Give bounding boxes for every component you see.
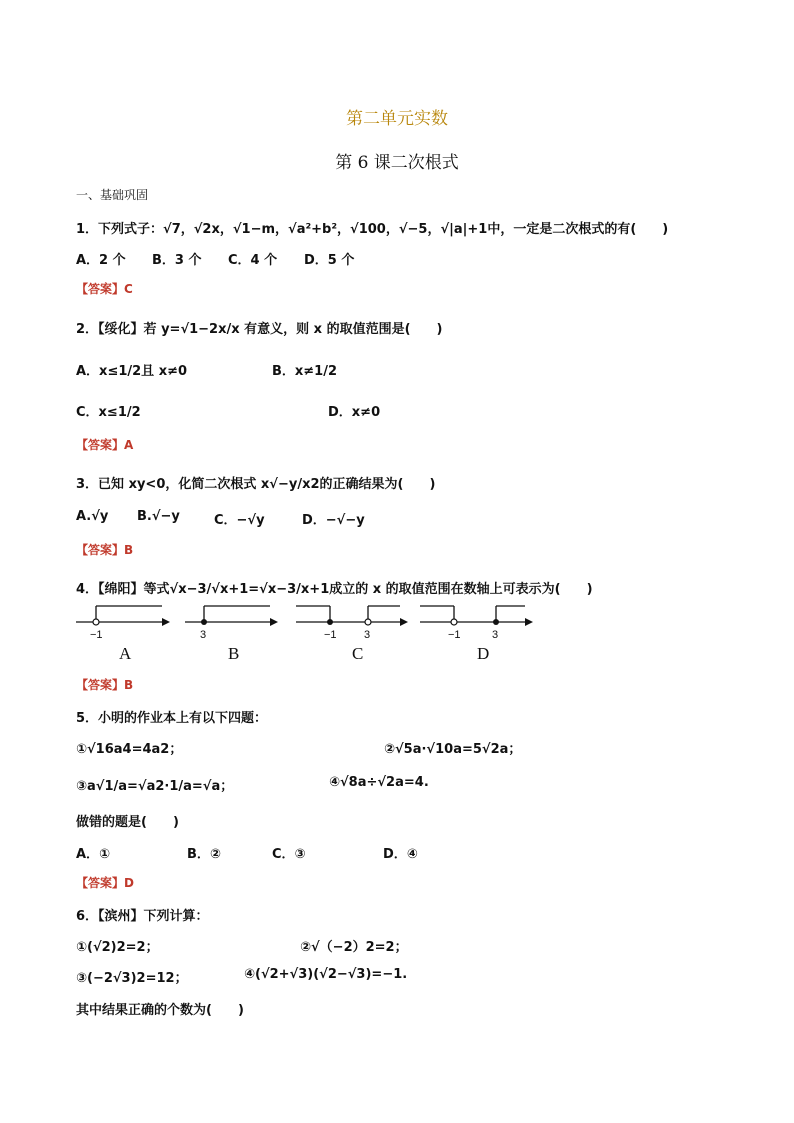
section-heading: 一、基础巩固 bbox=[76, 188, 149, 202]
number-line-c bbox=[296, 606, 408, 641]
q3-option-d: D．−√−y bbox=[302, 513, 365, 528]
question-6-stem: 6．【滨州】下列计算： bbox=[76, 909, 209, 924]
open-point-icon bbox=[93, 619, 99, 625]
q5-option-d: D．④ bbox=[383, 847, 418, 862]
q1-option-a: A．2 个 bbox=[76, 253, 126, 268]
tick-label: −1 bbox=[448, 629, 461, 641]
closed-point-icon bbox=[201, 619, 207, 625]
question-1-stem: 1．下列式子：√7，√2x，√1−m，√a²+b²，√100，√−5，√|a|+1中，一定是二次根式的有( ) bbox=[76, 222, 669, 237]
q5-option-c: C．③ bbox=[272, 847, 306, 862]
q2-option-b: B．x≠1/2 bbox=[272, 364, 338, 379]
q5-answer: 【答案】D bbox=[76, 876, 134, 890]
page-title: 第二单元实数 bbox=[346, 109, 448, 129]
q3-answer: 【答案】B bbox=[76, 543, 134, 557]
q6-followup: 其中结果正确的个数为( ) bbox=[76, 1003, 244, 1018]
tick-label: 3 bbox=[364, 629, 371, 641]
figure-label-d: D bbox=[477, 644, 490, 663]
q5-followup: 做错的题是( ) bbox=[76, 815, 179, 830]
q3-option-c: C．−√y bbox=[214, 513, 265, 528]
q1-answer: 【答案】C bbox=[76, 282, 133, 296]
tick-label: −1 bbox=[324, 629, 337, 641]
q1-option-b: B．3 个 bbox=[152, 253, 202, 268]
page-subtitle: 第 6 课二次根式 bbox=[335, 153, 459, 173]
q5-option-a: A．① bbox=[76, 847, 111, 862]
q6-item-4: ④(√2+√3)(√2−√3)=−1. bbox=[244, 967, 408, 982]
q2-option-a: A．x≤1/2且 x≠0 bbox=[76, 364, 188, 379]
figure-label-c: C bbox=[352, 644, 364, 663]
tick-label: −1 bbox=[90, 629, 103, 641]
q6-item-1: ①(√2)2=2； bbox=[76, 940, 159, 955]
q5-item-1: ①√16a4=4a2； bbox=[76, 742, 183, 757]
closed-point-icon bbox=[493, 619, 499, 625]
q3-option-a: A.√y bbox=[76, 509, 109, 524]
q5-item-2: ②√5a·√10a=5√2a； bbox=[384, 742, 522, 757]
tick-label: 3 bbox=[200, 629, 207, 641]
q2-option-c: C．x≤1/2 bbox=[76, 405, 141, 420]
number-line-d bbox=[420, 606, 533, 641]
figure-label-a: A bbox=[119, 644, 132, 663]
q6-item-3: ③(−2√3)2=12； bbox=[76, 971, 188, 986]
question-4-stem: 4．【绵阳】等式√x−3/√x+1=√x−3/x+1成立的 x 的取值范围在数轴上可表示为( ) bbox=[76, 582, 593, 597]
question-3-stem: 3．已知 xy<0，化简二次根式 x√−y/x2的正确结果为( ) bbox=[76, 477, 436, 492]
q1-option-d: D．5 个 bbox=[304, 253, 355, 268]
question-2-stem: 2．【绥化】若 y=√1−2x/x 有意义，则 x 的取值范围是( ) bbox=[76, 322, 443, 337]
open-point-icon bbox=[365, 619, 371, 625]
q4-answer: 【答案】B bbox=[76, 678, 134, 692]
q2-answer: 【答案】A bbox=[76, 438, 134, 452]
number-line-a bbox=[76, 606, 170, 641]
closed-point-icon bbox=[327, 619, 333, 625]
q6-item-2: ②√（−2）2=2； bbox=[300, 940, 408, 955]
q5-option-b: B．② bbox=[187, 847, 221, 862]
q5-item-3: ③a√1/a=√a2·1/a=√a； bbox=[76, 779, 234, 794]
tick-label: 3 bbox=[492, 629, 499, 641]
number-lines-figure bbox=[70, 598, 540, 646]
open-point-icon bbox=[451, 619, 457, 625]
figure-label-b: B bbox=[228, 644, 240, 663]
question-5-stem: 5．小明的作业本上有以下四题： bbox=[76, 711, 268, 726]
q3-option-b: B.√−y bbox=[137, 509, 180, 524]
q2-option-d: D．x≠0 bbox=[328, 405, 381, 420]
q5-item-4: ④√8a÷√2a=4. bbox=[329, 775, 429, 790]
number-line-b bbox=[185, 606, 278, 641]
q1-option-c: C．4 个 bbox=[228, 253, 278, 268]
